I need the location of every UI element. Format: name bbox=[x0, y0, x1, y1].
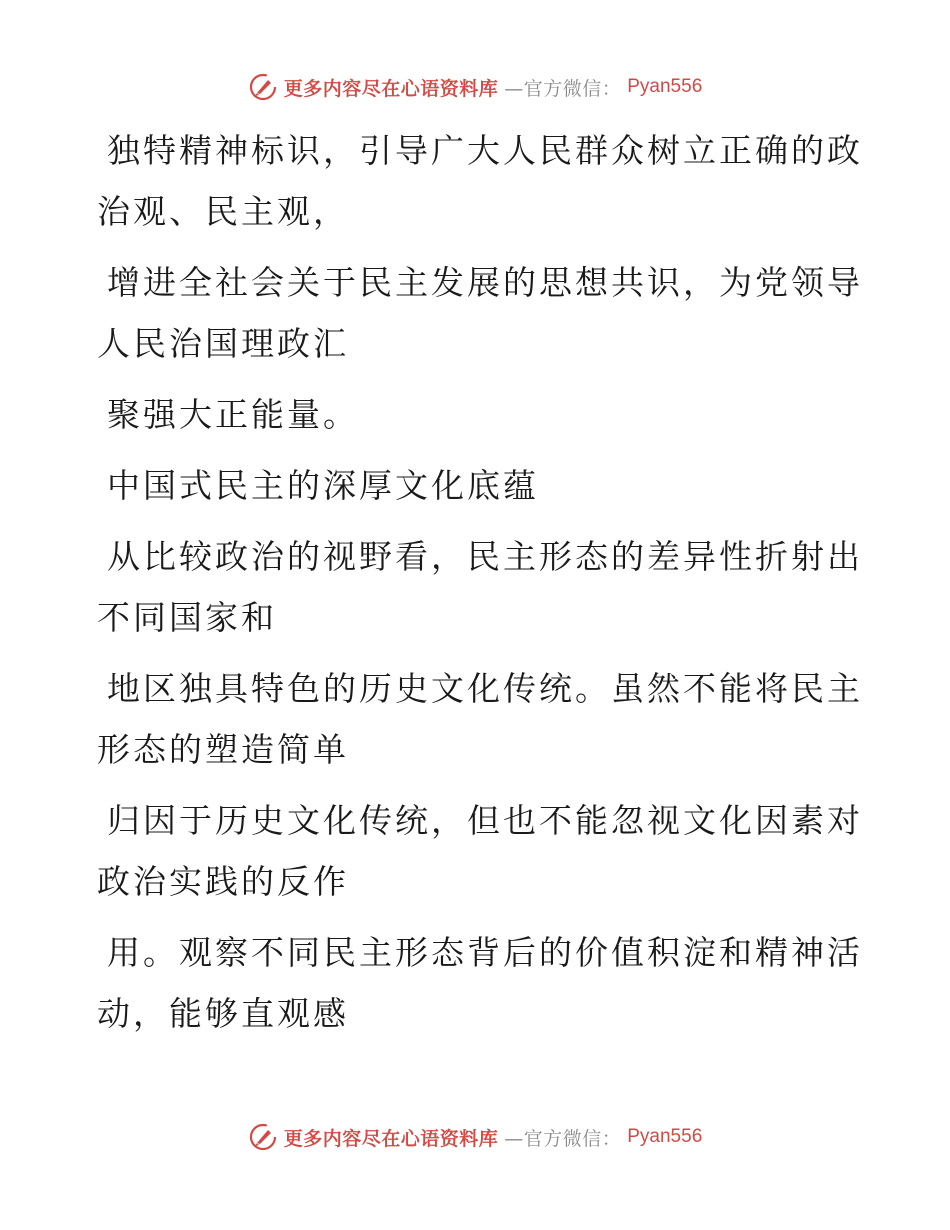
header-watermark bbox=[0, 72, 950, 102]
paragraph-line: 不同国家和 bbox=[97, 598, 277, 637]
paragraph-line: 聚强大正能量。 bbox=[107, 395, 359, 434]
pen-nib-circle-icon bbox=[248, 72, 278, 102]
watermark-brand: 更多内容尽在心语资料库 bbox=[283, 1127, 499, 1150]
paragraph bbox=[97, 922, 863, 1044]
section-heading bbox=[97, 455, 837, 516]
watermark-group bbox=[248, 72, 703, 102]
watermark-separator: —官方微信： bbox=[504, 1127, 622, 1150]
watermark-group bbox=[248, 1122, 703, 1152]
paragraph bbox=[97, 658, 863, 780]
paragraph bbox=[97, 526, 863, 648]
paragraph-line: 治观、民主观， bbox=[97, 192, 349, 231]
watermark-separator: —官方微信： bbox=[504, 77, 622, 100]
paragraph-line: 政治实践的反作 bbox=[97, 862, 349, 901]
paragraph-line: 人民治国理政汇 bbox=[97, 324, 349, 363]
paragraph bbox=[97, 790, 863, 912]
watermark-brand: 更多内容尽在心语资料库 bbox=[283, 77, 499, 100]
paragraph-line: 增进全社会关于民主发展的思想共识，为党领导 bbox=[107, 263, 863, 302]
paragraph-line: 从比较政治的视野看，民主形态的差异性折射出 bbox=[107, 537, 863, 576]
paragraph bbox=[97, 384, 837, 445]
paragraph-line: 动，能够直观感 bbox=[97, 994, 349, 1033]
watermark-handle: Pyan556 bbox=[627, 1126, 703, 1147]
paragraph bbox=[97, 252, 863, 374]
paragraph-line: 用。观察不同民主形态背后的价值积淀和精神活 bbox=[107, 933, 863, 972]
watermark-handle: Pyan556 bbox=[627, 76, 703, 97]
paragraph-line: 形态的塑造简单 bbox=[97, 730, 349, 769]
paragraph bbox=[97, 120, 863, 242]
paragraph-line: 中国式民主的深厚文化底蕴 bbox=[107, 466, 539, 505]
document-body bbox=[97, 120, 863, 1054]
footer-watermark bbox=[0, 1122, 950, 1152]
paragraph-line: 归因于历史文化传统，但也不能忽视文化因素对 bbox=[107, 801, 863, 840]
paragraph-line: 独特精神标识，引导广大人民群众树立正确的政 bbox=[107, 131, 863, 170]
paragraph-line: 地区独具特色的历史文化传统。虽然不能将民主 bbox=[107, 669, 863, 708]
pen-nib-circle-icon bbox=[248, 1122, 278, 1152]
